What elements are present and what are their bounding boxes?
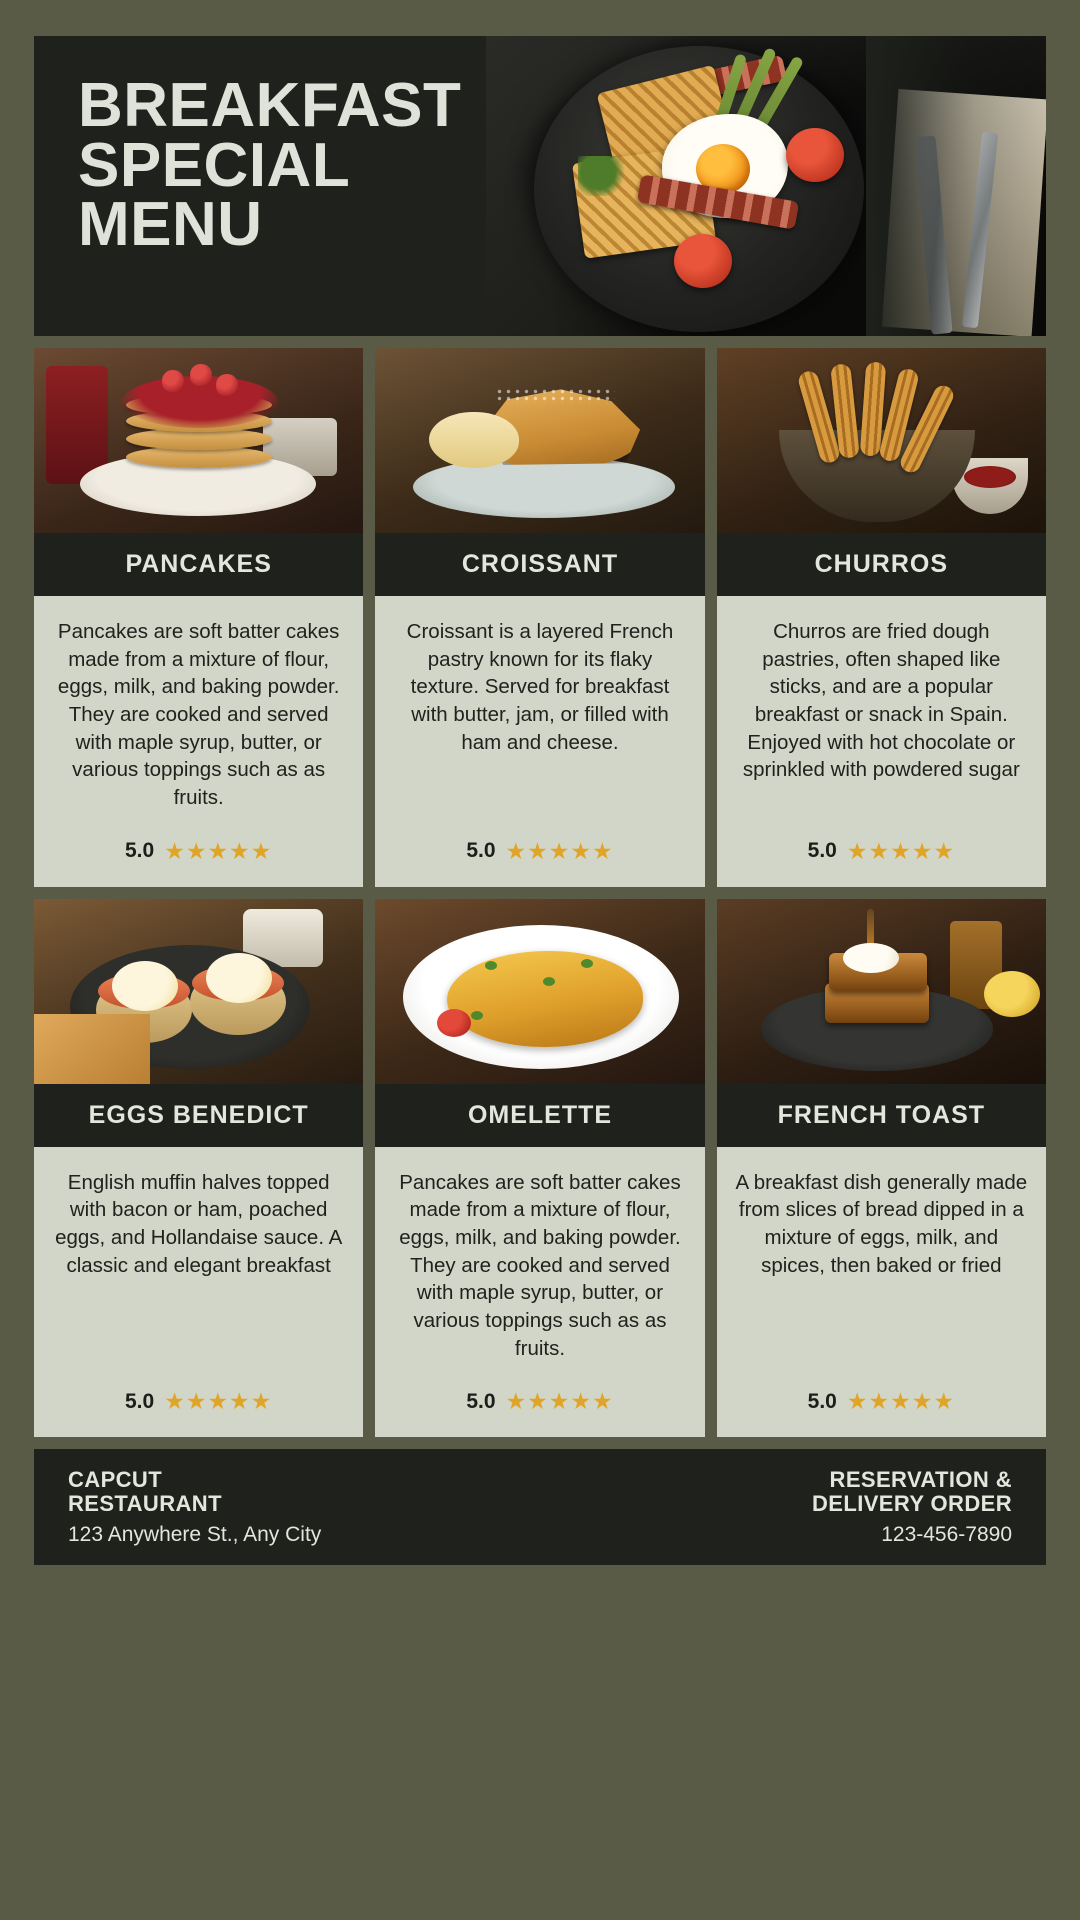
rating-value: 5.0 bbox=[807, 839, 837, 863]
star-icon: ★★★★★ bbox=[505, 1388, 614, 1415]
butter-cream-shape bbox=[843, 943, 899, 973]
herb-shape-2 bbox=[543, 977, 555, 986]
menu-item-body bbox=[375, 596, 704, 887]
poster-footer bbox=[34, 1449, 1046, 1565]
lemon-shape bbox=[984, 971, 1040, 1017]
herb-shape-3 bbox=[581, 959, 593, 968]
hero-herb-shape bbox=[578, 156, 628, 196]
menu-item-body bbox=[717, 1147, 1046, 1438]
menu-item-title: CROISSANT bbox=[375, 533, 704, 596]
menu-item-title: EGGS BENEDICT bbox=[34, 1084, 363, 1147]
rating bbox=[52, 838, 345, 873]
star-icon: ★★★★★ bbox=[164, 837, 273, 864]
menu-grid-row-2 bbox=[34, 899, 1046, 1438]
menu-item-description: A breakfast dish generally made from slices of bread dipped in a mixture of eggs, milk, and spices, then baked or fried bbox=[735, 1170, 1028, 1277]
menu-item-title: FRENCH TOAST bbox=[717, 1084, 1046, 1147]
menu-card-croissant[interactable] bbox=[375, 348, 704, 887]
rating bbox=[393, 838, 686, 873]
menu-item-body bbox=[34, 596, 363, 887]
star-icon: ★★★★★ bbox=[846, 1388, 955, 1415]
french-toast-photo bbox=[717, 899, 1046, 1084]
footer-contact-block bbox=[68, 1468, 321, 1547]
footer-reservation-block bbox=[812, 1468, 1012, 1547]
poached-egg-shape bbox=[112, 961, 178, 1011]
reservation-label-line-1: RESERVATION & bbox=[829, 1466, 1012, 1492]
menu-card-pancakes[interactable] bbox=[34, 348, 363, 887]
menu-item-description: Churros are fried dough pastries, often shaped like sticks, and are a popular breakfast or snack in Spain. Enjoyed with hot chocolate or sprinkled with powdered sugar bbox=[742, 620, 1020, 782]
plate-shape bbox=[413, 456, 675, 518]
tomato-shape bbox=[437, 1009, 471, 1037]
hero-tomato-shape bbox=[786, 128, 844, 182]
menu-item-description: Pancakes are soft batter cakes made from a mixture of flour, eggs, milk, and baking powder. They are cooked and served with maple syrup, butter, or various toppings such as as fruits. bbox=[399, 1170, 681, 1360]
restaurant-name-line-1: CAPCUT bbox=[68, 1466, 163, 1492]
star-icon: ★★★★★ bbox=[505, 837, 614, 864]
restaurant-address: 123 Anywhere St., Any City bbox=[68, 1523, 322, 1547]
hero-tomato-shape-2 bbox=[674, 234, 732, 288]
rating bbox=[52, 1388, 345, 1423]
reservation-label-line-2: DELIVERY ORDER bbox=[812, 1491, 1012, 1517]
page-title-line-1: BREAKFAST bbox=[78, 71, 462, 140]
churros-photo bbox=[717, 348, 1046, 533]
menu-card-omelette[interactable] bbox=[375, 899, 704, 1438]
hero-gradient-overlay bbox=[866, 36, 1046, 336]
restaurant-name-line-2: RESTAURANT bbox=[68, 1491, 222, 1517]
chocolate-sauce-shape bbox=[964, 466, 1016, 488]
cloth-shape bbox=[34, 1014, 150, 1084]
eggs-benedict-photo bbox=[34, 899, 363, 1084]
menu-item-body bbox=[375, 1147, 704, 1438]
menu-item-title: PANCAKES bbox=[34, 533, 363, 596]
herb-shape-4 bbox=[471, 1011, 483, 1020]
rating-value: 5.0 bbox=[466, 839, 496, 863]
menu-grid-row-1 bbox=[34, 348, 1046, 887]
menu-card-churros[interactable] bbox=[717, 348, 1046, 887]
menu-card-eggs-benedict[interactable] bbox=[34, 899, 363, 1438]
poster-header bbox=[34, 36, 1046, 336]
omelette-photo bbox=[375, 899, 704, 1084]
menu-item-description: Pancakes are soft batter cakes made from a mixture of flour, eggs, milk, and baking powder. They are cooked and served with maple syrup, butter, or various toppings such as as fruits. bbox=[57, 620, 340, 810]
cream-filling-shape bbox=[429, 412, 519, 468]
rating-value: 5.0 bbox=[125, 1389, 155, 1413]
omelette-shape bbox=[447, 951, 643, 1047]
hero-food-photo bbox=[486, 36, 1046, 336]
menu-item-body bbox=[34, 1147, 363, 1438]
powdered-sugar-shape bbox=[495, 388, 615, 404]
rating bbox=[735, 838, 1028, 873]
menu-item-description: Croissant is a layered French pastry known for its flaky texture. Served for breakfast with butter, jam, or filled with ham and cheese. bbox=[406, 620, 674, 754]
menu-item-title: CHURROS bbox=[717, 533, 1046, 596]
rating-value: 5.0 bbox=[125, 839, 155, 863]
star-icon: ★★★★★ bbox=[846, 837, 955, 864]
croissant-photo bbox=[375, 348, 704, 533]
menu-card-french-toast[interactable] bbox=[717, 899, 1046, 1438]
rating-value: 5.0 bbox=[466, 1389, 496, 1413]
rating-value: 5.0 bbox=[807, 1389, 837, 1413]
page-title-line-2: SPECIAL bbox=[78, 130, 351, 200]
herb-shape bbox=[485, 961, 497, 970]
menu-item-body bbox=[717, 596, 1046, 887]
menu-item-description: English muffin halves topped with bacon or ham, poached eggs, and Hollandaise sauce. A classic and elegant breakfast bbox=[55, 1170, 343, 1277]
rating bbox=[735, 1388, 1028, 1423]
rating bbox=[393, 1388, 686, 1423]
poached-egg-shape-2 bbox=[206, 953, 272, 1003]
reservation-phone: 123-456-7890 bbox=[881, 1523, 1012, 1547]
page-title bbox=[78, 71, 462, 260]
page-title-line-3: MENU bbox=[78, 190, 263, 260]
star-icon: ★★★★★ bbox=[164, 1388, 273, 1415]
pancakes-photo bbox=[34, 348, 363, 533]
menu-item-title: OMELETTE bbox=[375, 1084, 704, 1147]
